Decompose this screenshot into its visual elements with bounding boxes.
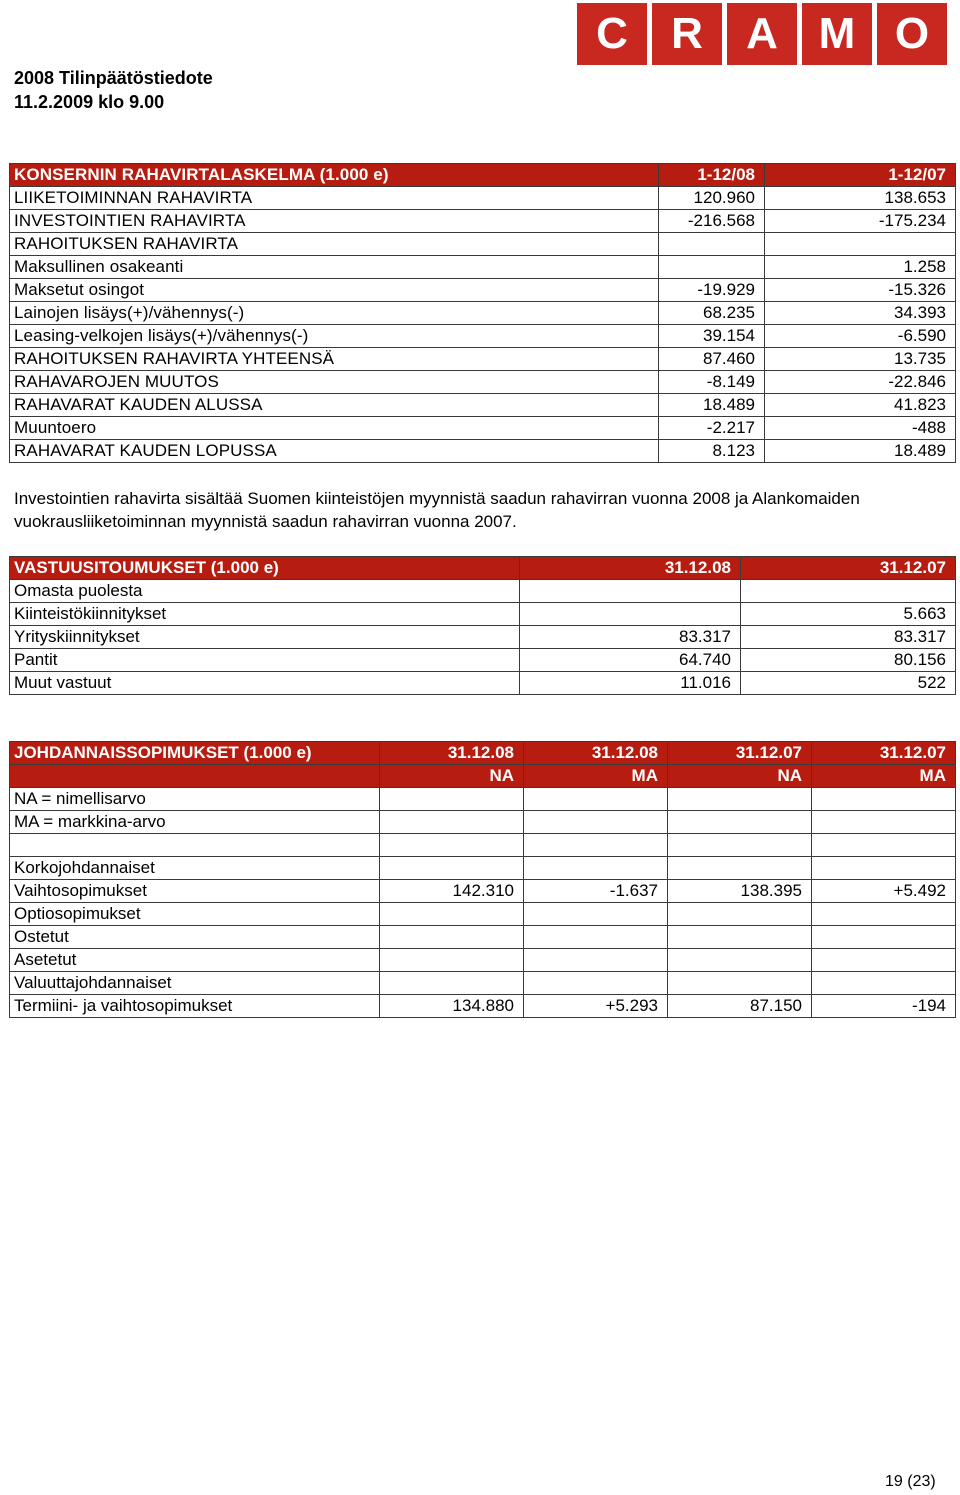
row-value	[741, 580, 956, 603]
row-label: Maksetut osingot	[10, 279, 659, 302]
header-cell: JOHDANNAISSOPIMUKSET (1.000 e)	[10, 742, 380, 765]
table-row	[10, 580, 956, 603]
table-row	[10, 995, 956, 1018]
table-row	[10, 834, 956, 857]
table-row	[10, 880, 956, 903]
row-value	[380, 788, 524, 811]
row-value: 138.653	[765, 187, 956, 210]
commitments-table	[9, 556, 956, 695]
row-label: Omasta puolesta	[10, 580, 520, 603]
row-value: -2.217	[659, 417, 765, 440]
table-row	[10, 417, 956, 440]
row-value	[380, 972, 524, 995]
row-value: 39.154	[659, 325, 765, 348]
row-label: RAHAVARAT KAUDEN LOPUSSA	[10, 440, 659, 463]
table-row	[10, 926, 956, 949]
header-cell: 31.12.07	[668, 742, 812, 765]
row-label: RAHOITUKSEN RAHAVIRTA	[10, 233, 659, 256]
row-value: -194	[812, 995, 956, 1018]
header-cell: VASTUUSITOUMUKSET (1.000 e)	[10, 557, 520, 580]
header-cell: 1-12/08	[659, 164, 765, 187]
row-value: 87.150	[668, 995, 812, 1018]
document-header	[14, 66, 213, 114]
table-row	[10, 325, 956, 348]
document-title: 2008 Tilinpäätöstiedote	[14, 68, 213, 88]
row-value: 1.258	[765, 256, 956, 279]
table-row	[10, 348, 956, 371]
cash-flow-note: Investointien rahavirta sisältää Suomen kiinteistöjen myynnistä saadun rahavirran vuonna 2008 ja Alankomaiden vuokrausliiketoiminnan myynnistä saadun rahavirran vuonna 2007.	[14, 489, 860, 531]
row-label: Pantit	[10, 649, 520, 672]
row-value: 522	[741, 672, 956, 695]
logo-letter: C	[577, 3, 647, 65]
row-value: 11.016	[520, 672, 741, 695]
row-label: RAHOITUKSEN RAHAVIRTA YHTEENSÄ	[10, 348, 659, 371]
table-row	[10, 626, 956, 649]
row-label: MA = markkina-arvo	[10, 811, 380, 834]
cash-flow-body	[10, 164, 956, 463]
table-row	[10, 371, 956, 394]
header-cell: 31.12.07	[812, 742, 956, 765]
header-cell: 31.12.08	[380, 742, 524, 765]
row-value	[812, 903, 956, 926]
row-label: RAHAVARAT KAUDEN ALUSSA	[10, 394, 659, 417]
derivatives-table	[9, 741, 956, 1018]
table-row	[10, 233, 956, 256]
row-value: -15.326	[765, 279, 956, 302]
row-value	[765, 233, 956, 256]
row-value: 18.489	[659, 394, 765, 417]
row-value	[812, 949, 956, 972]
row-value: 134.880	[380, 995, 524, 1018]
row-label: LIIKETOIMINNAN RAHAVIRTA	[10, 187, 659, 210]
header-cell: 31.12.08	[524, 742, 668, 765]
logo-letter: R	[652, 3, 722, 65]
row-label: Muuntoero	[10, 417, 659, 440]
row-value	[380, 857, 524, 880]
table-header-row	[10, 557, 956, 580]
table-row	[10, 210, 956, 233]
logo-letter: O	[877, 3, 947, 65]
row-value	[524, 857, 668, 880]
table-row	[10, 279, 956, 302]
row-value	[524, 949, 668, 972]
table-row	[10, 603, 956, 626]
row-label: Valuuttajohdannaiset	[10, 972, 380, 995]
table-row	[10, 857, 956, 880]
row-label: Asetetut	[10, 949, 380, 972]
row-value: 5.663	[741, 603, 956, 626]
row-value: 68.235	[659, 302, 765, 325]
row-value: 80.156	[741, 649, 956, 672]
row-value	[668, 926, 812, 949]
row-value	[659, 233, 765, 256]
table-header-row	[10, 164, 956, 187]
row-value: -8.149	[659, 371, 765, 394]
derivatives-body	[10, 742, 956, 1018]
row-value	[524, 972, 668, 995]
row-value: +5.492	[812, 880, 956, 903]
row-label: Kiinteistökiinnitykset	[10, 603, 520, 626]
row-label: Lainojen lisäys(+)/vähennys(-)	[10, 302, 659, 325]
row-value: -488	[765, 417, 956, 440]
row-label: NA = nimellisarvo	[10, 788, 380, 811]
row-value	[812, 972, 956, 995]
row-value: 142.310	[380, 880, 524, 903]
row-value	[520, 580, 741, 603]
row-value	[520, 603, 741, 626]
header-cell: 31.12.07	[741, 557, 956, 580]
table-row	[10, 903, 956, 926]
table-row	[10, 672, 956, 695]
row-value: +5.293	[524, 995, 668, 1018]
row-value	[812, 788, 956, 811]
row-value: 13.735	[765, 348, 956, 371]
row-value	[380, 903, 524, 926]
row-value: 120.960	[659, 187, 765, 210]
row-value: 8.123	[659, 440, 765, 463]
row-value: -1.637	[524, 880, 668, 903]
table-row	[10, 811, 956, 834]
row-value	[668, 857, 812, 880]
subheader-cell: NA	[668, 765, 812, 788]
row-value: -175.234	[765, 210, 956, 233]
row-value	[812, 834, 956, 857]
row-label: Korkojohdannaiset	[10, 857, 380, 880]
row-label: Ostetut	[10, 926, 380, 949]
row-value: 87.460	[659, 348, 765, 371]
row-value: 83.317	[741, 626, 956, 649]
table-row	[10, 949, 956, 972]
row-value	[812, 926, 956, 949]
row-value	[524, 811, 668, 834]
table-row	[10, 440, 956, 463]
table-row	[10, 972, 956, 995]
header-cell: 31.12.08	[520, 557, 741, 580]
row-value: -22.846	[765, 371, 956, 394]
row-value	[380, 834, 524, 857]
table-subheader-row	[10, 765, 956, 788]
page-number: 19 (23)	[885, 1473, 936, 1490]
table-row	[10, 394, 956, 417]
commitments-body	[10, 557, 956, 695]
document-date: 11.2.2009 klo 9.00	[14, 92, 165, 112]
table-row	[10, 788, 956, 811]
row-label: Maksullinen osakeanti	[10, 256, 659, 279]
row-value	[524, 834, 668, 857]
cash-flow-table	[9, 163, 956, 463]
row-label: Vaihtosopimukset	[10, 880, 380, 903]
row-value	[668, 788, 812, 811]
row-value: -6.590	[765, 325, 956, 348]
row-value: 34.393	[765, 302, 956, 325]
row-value: -216.568	[659, 210, 765, 233]
row-value	[668, 903, 812, 926]
row-value	[659, 256, 765, 279]
row-value	[668, 972, 812, 995]
row-value	[812, 857, 956, 880]
row-label	[10, 834, 380, 857]
header-cell: KONSERNIN RAHAVIRTALASKELMA (1.000 e)	[10, 164, 659, 187]
row-value: 41.823	[765, 394, 956, 417]
row-value: 64.740	[520, 649, 741, 672]
table-row	[10, 649, 956, 672]
subheader-cell: MA	[812, 765, 956, 788]
row-value	[668, 834, 812, 857]
logo-letter: M	[802, 3, 872, 65]
row-label: Yrityskiinnitykset	[10, 626, 520, 649]
subheader-cell: MA	[524, 765, 668, 788]
table-header-row	[10, 742, 956, 765]
row-value	[380, 949, 524, 972]
row-value	[524, 903, 668, 926]
cramo-logo	[577, 3, 947, 65]
row-value: 83.317	[520, 626, 741, 649]
logo-letter: A	[727, 3, 797, 65]
row-value	[812, 811, 956, 834]
row-value	[668, 811, 812, 834]
row-value	[524, 926, 668, 949]
row-label: INVESTOINTIEN RAHAVIRTA	[10, 210, 659, 233]
row-label: Optiosopimukset	[10, 903, 380, 926]
table-row	[10, 302, 956, 325]
subheader-cell: NA	[380, 765, 524, 788]
row-label: Termiini- ja vaihtosopimukset	[10, 995, 380, 1018]
row-value	[380, 811, 524, 834]
subheader-cell	[10, 765, 380, 788]
table-row	[10, 187, 956, 210]
table-row	[10, 256, 956, 279]
row-label: RAHAVAROJEN MUUTOS	[10, 371, 659, 394]
row-value: -19.929	[659, 279, 765, 302]
row-value: 138.395	[668, 880, 812, 903]
header-cell: 1-12/07	[765, 164, 956, 187]
row-value	[524, 788, 668, 811]
row-label: Leasing-velkojen lisäys(+)/vähennys(-)	[10, 325, 659, 348]
row-value	[380, 926, 524, 949]
row-value: 18.489	[765, 440, 956, 463]
row-value	[668, 949, 812, 972]
row-label: Muut vastuut	[10, 672, 520, 695]
